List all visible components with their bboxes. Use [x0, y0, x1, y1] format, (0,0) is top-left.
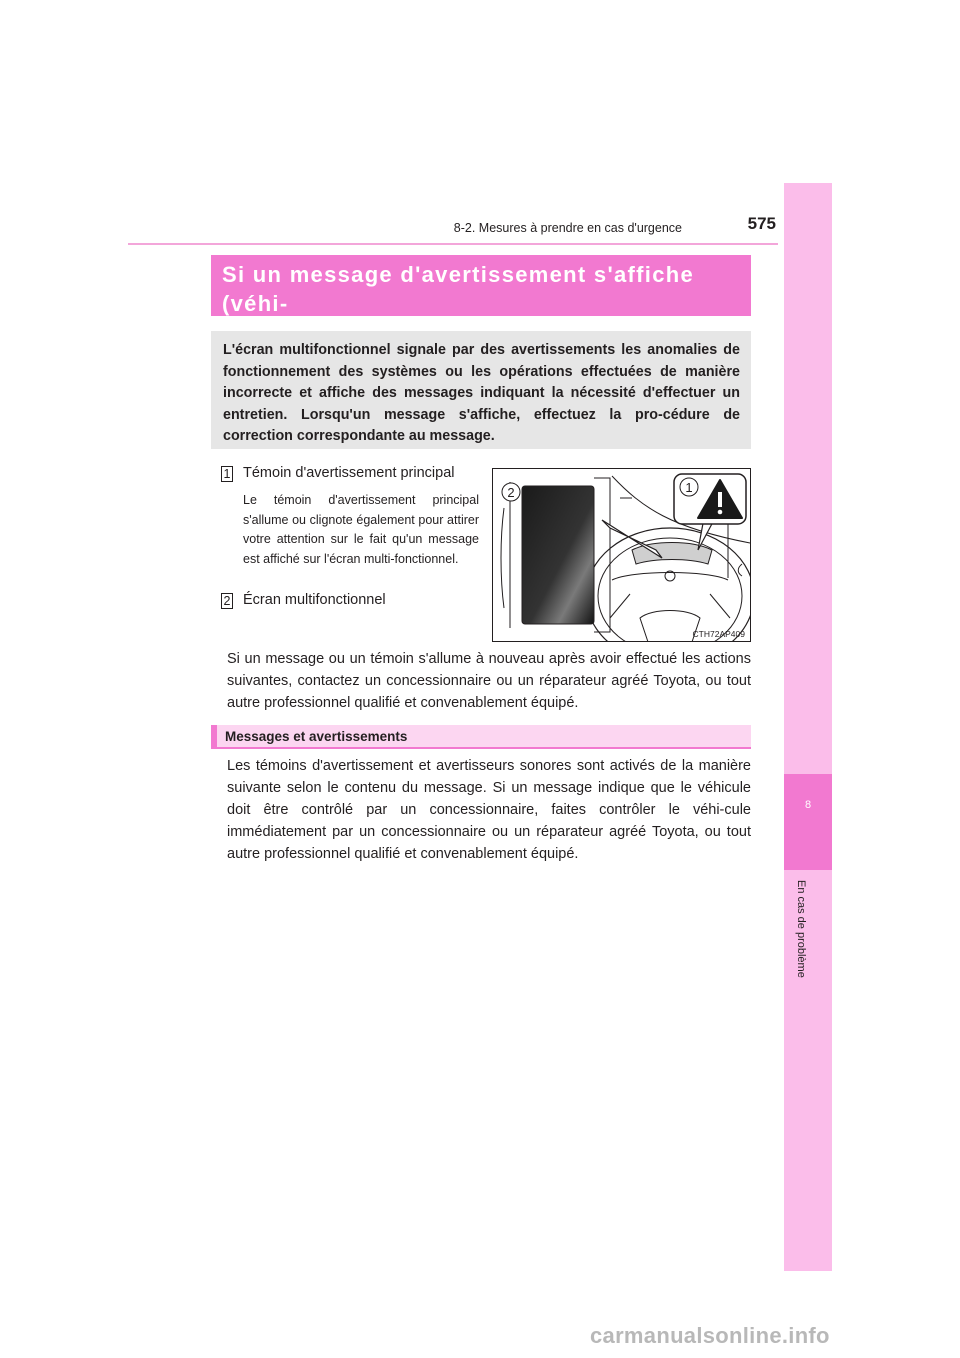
chapter-label: En cas de problème [795, 880, 807, 978]
item-number-badge: 1 [221, 466, 233, 482]
section-heading-line1: Si un message d'avertissement s'affiche (véhi- [222, 262, 695, 316]
section-heading [211, 255, 751, 316]
chapter-label-wrap [784, 876, 832, 1016]
item-number-badge: 2 [221, 593, 233, 609]
body-paragraph: Les témoins d'avertissement et avertisseurs sonores sont activés de la manière suivante selon le contenu du message. Si un message indique que le véhicule doit être contrôlé par un concessionnaire, faites contrôler le véhi-cule immédiatement par un concessionnaire ou un réparateur agréé Toyota, ou tout autre professionnel qualifié et convenablement équipé. [227, 758, 751, 862]
subheading [211, 725, 751, 749]
running-header-section: 8-2. Mesures à prendre en cas d'urgence [453, 221, 682, 235]
item-title-master-warning: Témoin d'avertissement principal [243, 465, 455, 481]
callout-2-label: 2 [507, 485, 515, 500]
figure-code: CTH72AP409 [692, 629, 745, 639]
intro-box: L'écran multifonctionnel signale par des avertissements les anomalies de fonctionnement des systèmes ou les opérations effectuées de manière incorrecte et affiche des messages indiquant la nécessité d'effectuer un entretien. Lorsqu'un message s'affiche, effectuez la pro-cédure de correction correspondante au message. [211, 331, 751, 449]
subheading-text: Messages et avertissements [225, 729, 408, 744]
body-paragraph: Si un message ou un témoin s'allume à nouveau après avoir effectué les actions suivantes, contactez un concessionnaire ou un réparateur agréé Toyota, ou tout autre professionnel qualifié et convenablement équipé. [227, 651, 751, 711]
page-number: 575 [747, 214, 776, 233]
header-rule [128, 243, 778, 245]
callout-1-label: 1 [685, 480, 693, 495]
subheading-accent-bar [211, 725, 217, 747]
dashboard-illustration [492, 468, 751, 642]
chapter-number: 8 [804, 799, 812, 811]
watermark: carmanualsonline.info [590, 1323, 830, 1348]
chapter-number-block [784, 774, 832, 870]
dashboard-illustration-svg [492, 468, 751, 642]
item-description-master-warning: Le témoin d'avertissement principal s'allume ou clignote également pour attirer votre attention sur le fait qu'un message est affiché sur l'écran multi-fonctionnel. [243, 493, 479, 566]
chapter-side-tab [784, 183, 832, 1271]
item-title-multi-display: Écran multifonctionnel [243, 592, 386, 608]
